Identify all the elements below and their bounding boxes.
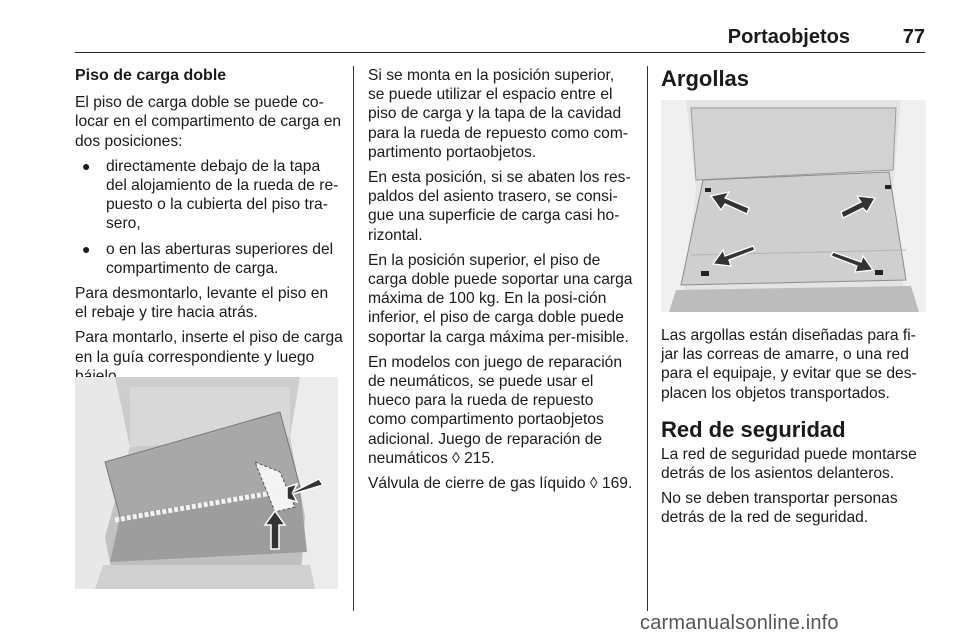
bullet-icon: ●: [82, 240, 91, 257]
paragraph: En la posición superior, el piso de carga doble puede soportar una carga máxima de 100 kg. En la posi-ción inferior, el piso de carga doble puede soportar la carga máxima per-misible.: [368, 251, 633, 346]
paragraph: Para desmontarlo, levante el piso en el rebaje y tire hacia atrás.: [75, 285, 329, 322]
paragraph: El piso de carga doble se puede co-locar en el compartimento de carga en dos posiciones:: [75, 94, 342, 150]
section-title: Portaobjetos: [727, 26, 850, 48]
paragraph: Si se monta en la posición superior, se puede utilizar el espacio entre el piso de carga y la tapa de la cavidad para la rueda de repuesto como com-partimento portaobjetos.: [368, 67, 629, 161]
paragraph: Válvula de cierre de gas líquido ◊ 169.: [368, 475, 633, 493]
column-3: [661, 66, 926, 101]
column-2: [368, 66, 633, 499]
list-item: [75, 157, 343, 234]
paragraph: Para montarlo, inserte el piso de carga en la guía correspondiente y luego: [75, 329, 343, 366]
column-1: [75, 66, 343, 392]
paragraph: En modelos con juego de reparación de neumáticos, se puede usar el hueco para la rueda de repuesto como compartimento portaobjetos adicional. Juego de reparación de neumáticos ◊ 215.: [368, 353, 622, 467]
cargo-floor-photo: [75, 377, 338, 589]
paragraph: No se deben transportar personas detrás de la red de seguridad.: [661, 490, 898, 527]
watermark: carmanualsonline.info: [640, 612, 839, 634]
column-3-text: [661, 326, 926, 534]
page-header: [75, 26, 925, 53]
column-divider: [647, 66, 648, 611]
heading-argollas: Argollas: [661, 66, 750, 91]
column-divider: [353, 66, 354, 611]
list-item-text: directamente debajo de la tapa del alojamiento de la rueda de re-puesto o la cubierta del piso tra-sero,: [106, 157, 339, 233]
bullet-icon: ●: [82, 157, 91, 174]
page-number: 77: [902, 26, 925, 48]
heading-safety-net: Red de seguridad: [661, 416, 846, 442]
paragraph: En esta posición, si se abaten los res-paldos del asiento trasero, se consi-gue una superficie de carga casi ho-rizontal.: [368, 169, 631, 244]
list-item-text: o en las aberturas superiores del compartimento de carga.: [106, 240, 334, 277]
paragraph: Las argollas están diseñadas para fi-jar las correas de amarre, o una red para el equipaje, y evitar que se des-placen los objetos transportados.: [661, 327, 917, 402]
list-item: [75, 240, 343, 278]
heading-double-floor: Piso de carga doble: [75, 67, 227, 84]
cargo-rings-photo: [661, 100, 926, 312]
paragraph: La red de seguridad puede montarse detrás de los asientos delanteros.: [661, 445, 917, 483]
